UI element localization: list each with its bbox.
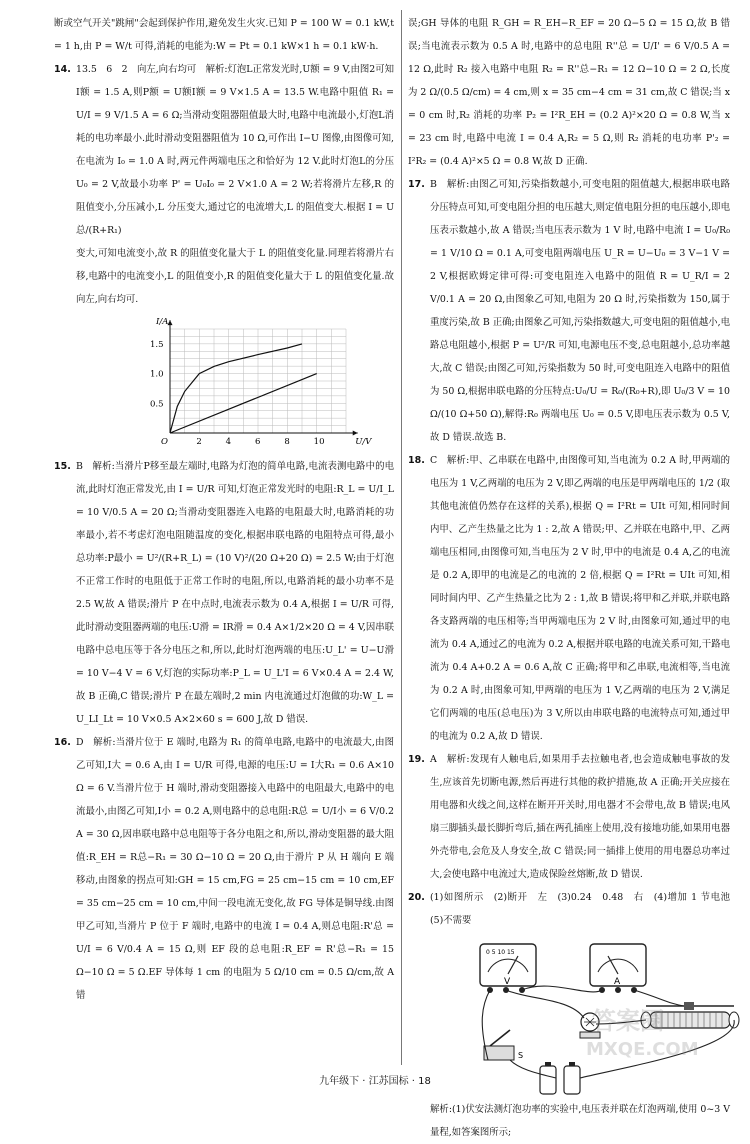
- question-16: [54, 731, 394, 1007]
- answer-text: C 解析:甲、乙串联在电路中,由图像可知,当电流为 0.2 A 时,甲两端的电压为 1 V,乙两端的电压为 2 V,即乙两端的电压是甲两端电压的 1/2 (取其他电流值仍然存在这样的关系),根据 Q = I²Rt = UIt 可知,相同时间内甲、乙产生热量之比为 1 : 2,故 A 错误;甲、乙并联在电路中,甲、乙两端电压相同,由图像可知,当电压为 2 V 时,甲中的电流是 0.4 A,乙的电流是 0.2 A,即甲的电流是乙的电流的 2 倍,根据 Q = I²Rt = UIt 可知,相同时间内甲、乙产生热量之比为 2 : 1,故 B 错误;将甲和乙并联,并联电路各支路两端的电压相等;当甲两端电压为 2 V 时,由图象可知,通过甲的电流为 0.4 A,通过乙的电流为 0.2 A,根据并联电路的电流关系可知,干路电流为 0.4 A+0.2 A = 0.6 A,故 C 正确;将甲和乙串联,电流相等,当电流为 0.2 A 时,由图象可知,甲两端的电压为 1 V,乙两端的电压为 2 V,满足它们两端的电压(总电压)为 3 V,所以由串联电路的电流特点可知,通过甲的电流为 0.2 A,故 D 错误.: [430, 455, 730, 742]
- iv-chart: [136, 315, 372, 453]
- ammeter-label: A: [614, 977, 621, 987]
- question-number: 14.: [54, 64, 71, 75]
- right-column: [408, 12, 740, 1144]
- y-tick-label: 1.5: [150, 339, 164, 350]
- question-number: 17.: [408, 179, 425, 190]
- voltmeter-icon: [480, 944, 536, 993]
- continued-paragraph: 误;GH 导体的电阻 R_GH = R_EH−R_EF = 20 Ω−5 Ω = 15 Ω,故 B 错误;当电流表示数为 0.5 A 时,电路中的总电阻 R''总 = U/I' = 6 V/0.5 A = 12 Ω,此时 R₂ 接入电路中电阻 R₂ = R''总−R₁ = 12 Ω−10 Ω = 2 Ω,长度为 2 Ω/(0.5 Ω/cm) = 4 cm,则 x = 35 cm−4 cm = 31 cm,故 C 错误;当 x = 0 cm 时,R₂ 消耗的功率 P₂ = I²R_EH = (0.2 A)²×20 Ω = 0.8 W,当 x = 23 cm 时,电路中电流 I = 0.4 A,R₂ = 5 Ω,则 R₂ 消耗的电功率 P'₂ = I²R₂ = (0.4 A)²×5 Ω = 0.8 W,故 D 正确.: [408, 18, 730, 167]
- answer-text: (1)如图所示 (2)断开 左 (3)0.24 0.48 右 (4)增加 1 节电池 (5)不需要: [430, 892, 740, 926]
- x-tick-label: 8: [284, 437, 290, 447]
- x-tick-label: 2: [196, 437, 202, 447]
- question-number: 18.: [408, 455, 425, 466]
- iv-chart-svg: [136, 315, 372, 453]
- switch-icon: [484, 1030, 523, 1060]
- question-number: 19.: [408, 754, 425, 765]
- answer-text: 13.5 6 2 向左,向右均可 解析:灯泡L正常发光时,U额 = 9 V,由图2可知I额 = 1.5 A,则P额 = U额I额 = 9 V×1.5 A = 13.5 W.电路中阻值 R₁ = U/I = 9 V/1.5 A = 6 Ω;当滑动变阻器阻值最大时,电路中电流最小,灯泡L消耗的电功率最小.此时滑动变阻器阻值为 10 Ω,可作出 I−U 图像,由图像可知,在电流为 I₀ = 1.0 A 时,两元件两端电压之和恰好为 12 V.此时灯泡L的分压 U₀ = 2 V,故最小功率 P' = U₀I₀ = 2 V×1.0 A = 2 W;若将滑片左移,R 的阻值变小,分压减小,L 分压变大,通过它的电流增大,L 的阻值变大.根据 I = U总/(R+R₁): [76, 64, 394, 236]
- voltmeter-scale: 0 5 10 15: [486, 949, 515, 956]
- voltmeter-label: V: [504, 977, 511, 987]
- x-tick-label: 4: [225, 437, 232, 447]
- watermark-url: MXQE.COM: [586, 1039, 699, 1060]
- watermark-title: 答案圈: [592, 1007, 664, 1035]
- x-axis-label: U/V: [355, 437, 372, 447]
- answer-text: A 解析:发现有人触电后,如果用手去拉触电者,也会造成触电事故的发生,应该首先切断电源,然后再进行其他的救护措施,故 A 正确;开关应接在用电器和火线之间,这样在断开开关时,用电器才不会带电,故 B 错误;电风扇三脚插头最长脚折弯后,插在两孔插座上使用,没有接地功能,如果用电器外壳带电,会危及人身安全,故 C 错误;同一插排上使用的用电器总功率过大,会使电路中电流过大,造成保险丝熔断,故 D 错误.: [430, 754, 730, 880]
- ammeter-icon: [590, 944, 646, 993]
- question-15: [54, 455, 394, 731]
- question-14: [54, 58, 394, 453]
- question-17: [408, 173, 730, 449]
- y-axis-label: I/A: [156, 317, 169, 328]
- analysis-text: 解析:(1)伏安法测灯泡功率的实验中,电压表并联在灯泡两端,使用 0~3 V 量程,如答案图所示;: [430, 1104, 730, 1138]
- intro-paragraph: 断或空气开关"跳闸"会起到保护作用,避免发生火灾.已知 P = 100 W = 0.1 kW,t = 1 h,由 P = W/t 可得,消耗的电能为:W = Pt = 0.1 kW×1 h = 0.1 kW·h.: [54, 18, 394, 52]
- answer-text: B 解析:当滑片P移至最左端时,电路为灯泡的简单电路,电流表测电路中的电流,此时灯泡正常发光,由 I = U/R 可知,灯泡正常发光时的电阻:R_L = U/I_L = 10 V/0.5 A = 20 Ω;当滑动变阻器连入电路的电阻最大时,电路消耗的功率最小,若不考虑灯泡电阻随温度的变化,根据串联电路的电阻特点可得,最小总功率:P最小 = U²/(R+R_L) = (10 V)²/(20 Ω+20 Ω) = 2.5 W;由于灯泡不正常工作时的电阻低于正常工作时的电阻,所以,电路消耗的最小功率不是 2.5 W,故 A 错误;滑片 P 在中点时,电流表示数为 0.4 A,根据 I = U/R 可得,此时滑动变阻器两端的电压:U滑 = IR滑 = 0.4 A×1/2×20 Ω = 4 V,因串联电路中总电压等于各分电压之和,所以,此时灯泡两端的电压:U_L' = U−U滑 = 10 V−4 V = 6 V,灯泡的实际功率:P_L = U_L'I = 6 V×0.4 A = 2.4 W,故 B 正确,C 错误;滑片 P 在最左端时,2 min 内电流通过灯泡做的功:W_L = U_LI_Lt = 10 V×0.5 A×2×60 s = 600 J,故 D 错误.: [76, 461, 394, 725]
- answer-text: D 解析:当滑片位于 E 端时,电路为 R₁ 的简单电路,电路中的电流最大,由图乙可知,I大 = 0.6 A,由 I = U/R 可得,电源的电压:U = I大R₁ = 0.6 A×10 Ω = 6 V.当滑片位于 H 端时,滑动变阻器接入电路中的电阻最大,电路中的电流最小,由图乙可知,I小 = 0.2 A,则电路中的总电阻:R总 = U/I小 = 6 V/0.2 A = 30 Ω,因串联电路中总电阻等于各分电阻之和,所以,滑动变阻器的最大阻值:R_EH = R总−R₁ = 30 Ω−10 Ω = 20 Ω,由于滑片 P 从 H 端向 E 端移动,由图象的拐点可知:GH = 15 cm,FG = 25 cm−15 cm = 10 cm,EF = 35 cm−25 cm = 10 cm,中间一段电流无变化,故 FG 导体是铜导线.由图甲乙可知,当滑片 P 位于 F 端时,电路中的电流 I = 0.4 A,则总电阻:R'总 = U/I = 6 V/0.4 A = 15 Ω,则 EF 段的总电阻:R_EF = R'总−R₁ = 15 Ω−10 Ω = 5 Ω.EF 导体每 1 cm 的电阻为 5 Ω/10 cm = 0.5 Ω/cm,故 A 错: [76, 737, 394, 1001]
- left-column: [54, 12, 394, 1007]
- question-number: 16.: [54, 737, 71, 748]
- watermark-logo: [582, 993, 732, 1083]
- question-number: 20.: [408, 892, 425, 903]
- origin-label: O: [161, 437, 168, 447]
- question-18: [408, 449, 730, 748]
- page-footer: 九年级下 · 江苏国标 · 18: [319, 1076, 431, 1087]
- y-tick-label: 1.0: [150, 369, 164, 380]
- x-tick-label: 6: [255, 437, 261, 447]
- column-divider: [401, 10, 402, 1065]
- answer-text: 变大,可知电流变小,故 R 的阻值变化量大于 L 的阻值变化量.同理若将滑片右移,电路中的电流变小,L 的阻值变小,R 的阻值变化量大于 L 的阻值变化量.故向左,向右均可.: [76, 248, 394, 305]
- x-axis-arrow: [353, 431, 358, 436]
- x-tick-label: 10: [313, 437, 325, 447]
- question-19: [408, 748, 730, 886]
- question-number: 15.: [54, 461, 71, 472]
- answer-text: B 解析:由图乙可知,污染指数越小,可变电阻的阻值越大,根据串联电路分压特点可知,可变电阻分担的电压越大,则定值电阻分担的电压越小,即电压表示数越小,故 A 错误;当电压表示数为 1 V 时,电路中电流 I = U₀/R₀ = 1 V/10 Ω = 0.1 A,可变电阻两端电压 U_R = U−U₀ = 3 V−1 V = 2 V,根据欧姆定律可得:可变电阻连入电路中的阻值 R = U_R/I = 2 V/0.1 A = 20 Ω,由图象乙可知,电阻为 20 Ω 时,污染指数为 150,属于重度污染,故 B 正确;由图象乙可知,污染指数越大,可变电阻的阻值越小,电路总电阻越小,根据 P = U²/R 可知,电源电压不变,总电阻越小,总功率越大,故 C 错误;由图乙可知,污染指数为 50 时,可变电阻连入电路中的阻值为 50 Ω,根据串联电路的分压特点:U₀/U = R₀/(R₀+R),即 U₀/3 V = 10 Ω/(10 Ω+50 Ω),解得:R₀ 两端电压 U₀ = 0.5 V,即电压表示数为 0.5 V,故 D 错误.故选 B.: [430, 179, 730, 443]
- switch-label: S: [518, 1051, 524, 1060]
- y-tick-label: 0.5: [150, 399, 164, 410]
